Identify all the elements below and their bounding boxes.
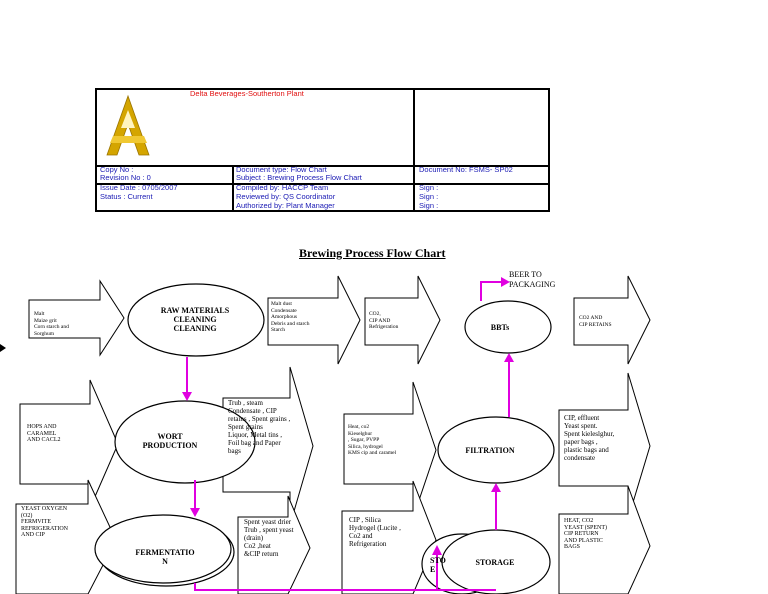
output-bbt-label: CO2 AND CIP RETAINS — [579, 315, 612, 328]
node-raw-label: RAW MATERIALS CLEANING CLEANING — [160, 306, 230, 333]
input-bbt-label: CO2, CIP AND Refrigeration — [369, 311, 399, 330]
input-filtration-label: Heat, co2 Kieselghur , Sugar, PVPP Silica, hydrogel KMS cip and caramel — [348, 424, 397, 456]
node-filtration-label: FILTRATION — [465, 446, 515, 455]
sign-1: Sign : — [419, 183, 439, 192]
input-yeast-label: YEAST OXYGEN (O2) FERMVITE REFRIGERATION AND CIP — [21, 506, 69, 538]
doc-no: Document No: FSMS- SP02 — [419, 165, 513, 174]
node-wort-label: WORT PRODUCTION — [142, 432, 198, 450]
node-bbts-label: BBTs — [490, 323, 510, 332]
revision-no: Revision No : 0 — [100, 173, 151, 182]
copy-no: Copy No : — [100, 165, 134, 174]
node-storage-partial-label: STO E — [430, 556, 446, 574]
issue-date: Issue Date : 0705/2007 — [100, 183, 178, 192]
input-malt-label: Malt Maize grit Corn starch and Sorghum — [34, 311, 69, 337]
reviewed-by: Reviewed by: QS Coordinator — [236, 192, 336, 201]
status: Status : Current — [100, 192, 153, 201]
sign-2: Sign : — [419, 192, 439, 201]
beer-to-packaging-label: BEER TO PACKAGING — [509, 270, 556, 289]
input-hops-label: HOPS AND CARAMEL AND CACL2 — [27, 424, 61, 443]
output-ferm-label: Spent yeast drier Trub , spent yeast (drain) Co2 ,heat &CIP return — [244, 518, 294, 558]
doc-type: Document type: Flow Chart — [236, 165, 327, 174]
node-storage-label: STORAGE — [475, 558, 515, 567]
subject: Subject : Brewing Process Flow Chart — [236, 173, 362, 182]
output-storage-label: HEAT, CO2 YEAST (SPENT) CIP RETURN AND PLASTIC BAGS — [564, 518, 608, 550]
input-arrow-hops — [20, 380, 118, 508]
sign-3: Sign : — [419, 201, 439, 210]
left-edge-arrow-icon — [0, 344, 6, 352]
page-title: Brewing Process Flow Chart — [299, 246, 446, 260]
compiled-by: Compiled by: HACCP Team — [236, 183, 329, 192]
output-raw-label: Malt dust Condensate Amorphous Debris and starch Starch — [271, 301, 310, 333]
input-storage-label: CIP , Silica Hydrogel (Lucite , Co2 and Refrigeration — [349, 516, 401, 548]
node-ferm-label: FERMENTATIO N — [135, 548, 195, 566]
output-filtration-label: CIP, effluent Yeast spent. Spent kieleslghur, paper bags , plastic bags and condensate — [564, 414, 615, 462]
output-wort-label: Trub , steam Condensate , CIP retains , Spent grains , Spent grains Liquor, Metal tins , Foil bag and Paper bags — [228, 399, 291, 455]
authorized-by: Authorized by: Plant Manager — [236, 201, 335, 210]
company-name: Delta Beverages-Southerton Plant — [190, 89, 304, 98]
